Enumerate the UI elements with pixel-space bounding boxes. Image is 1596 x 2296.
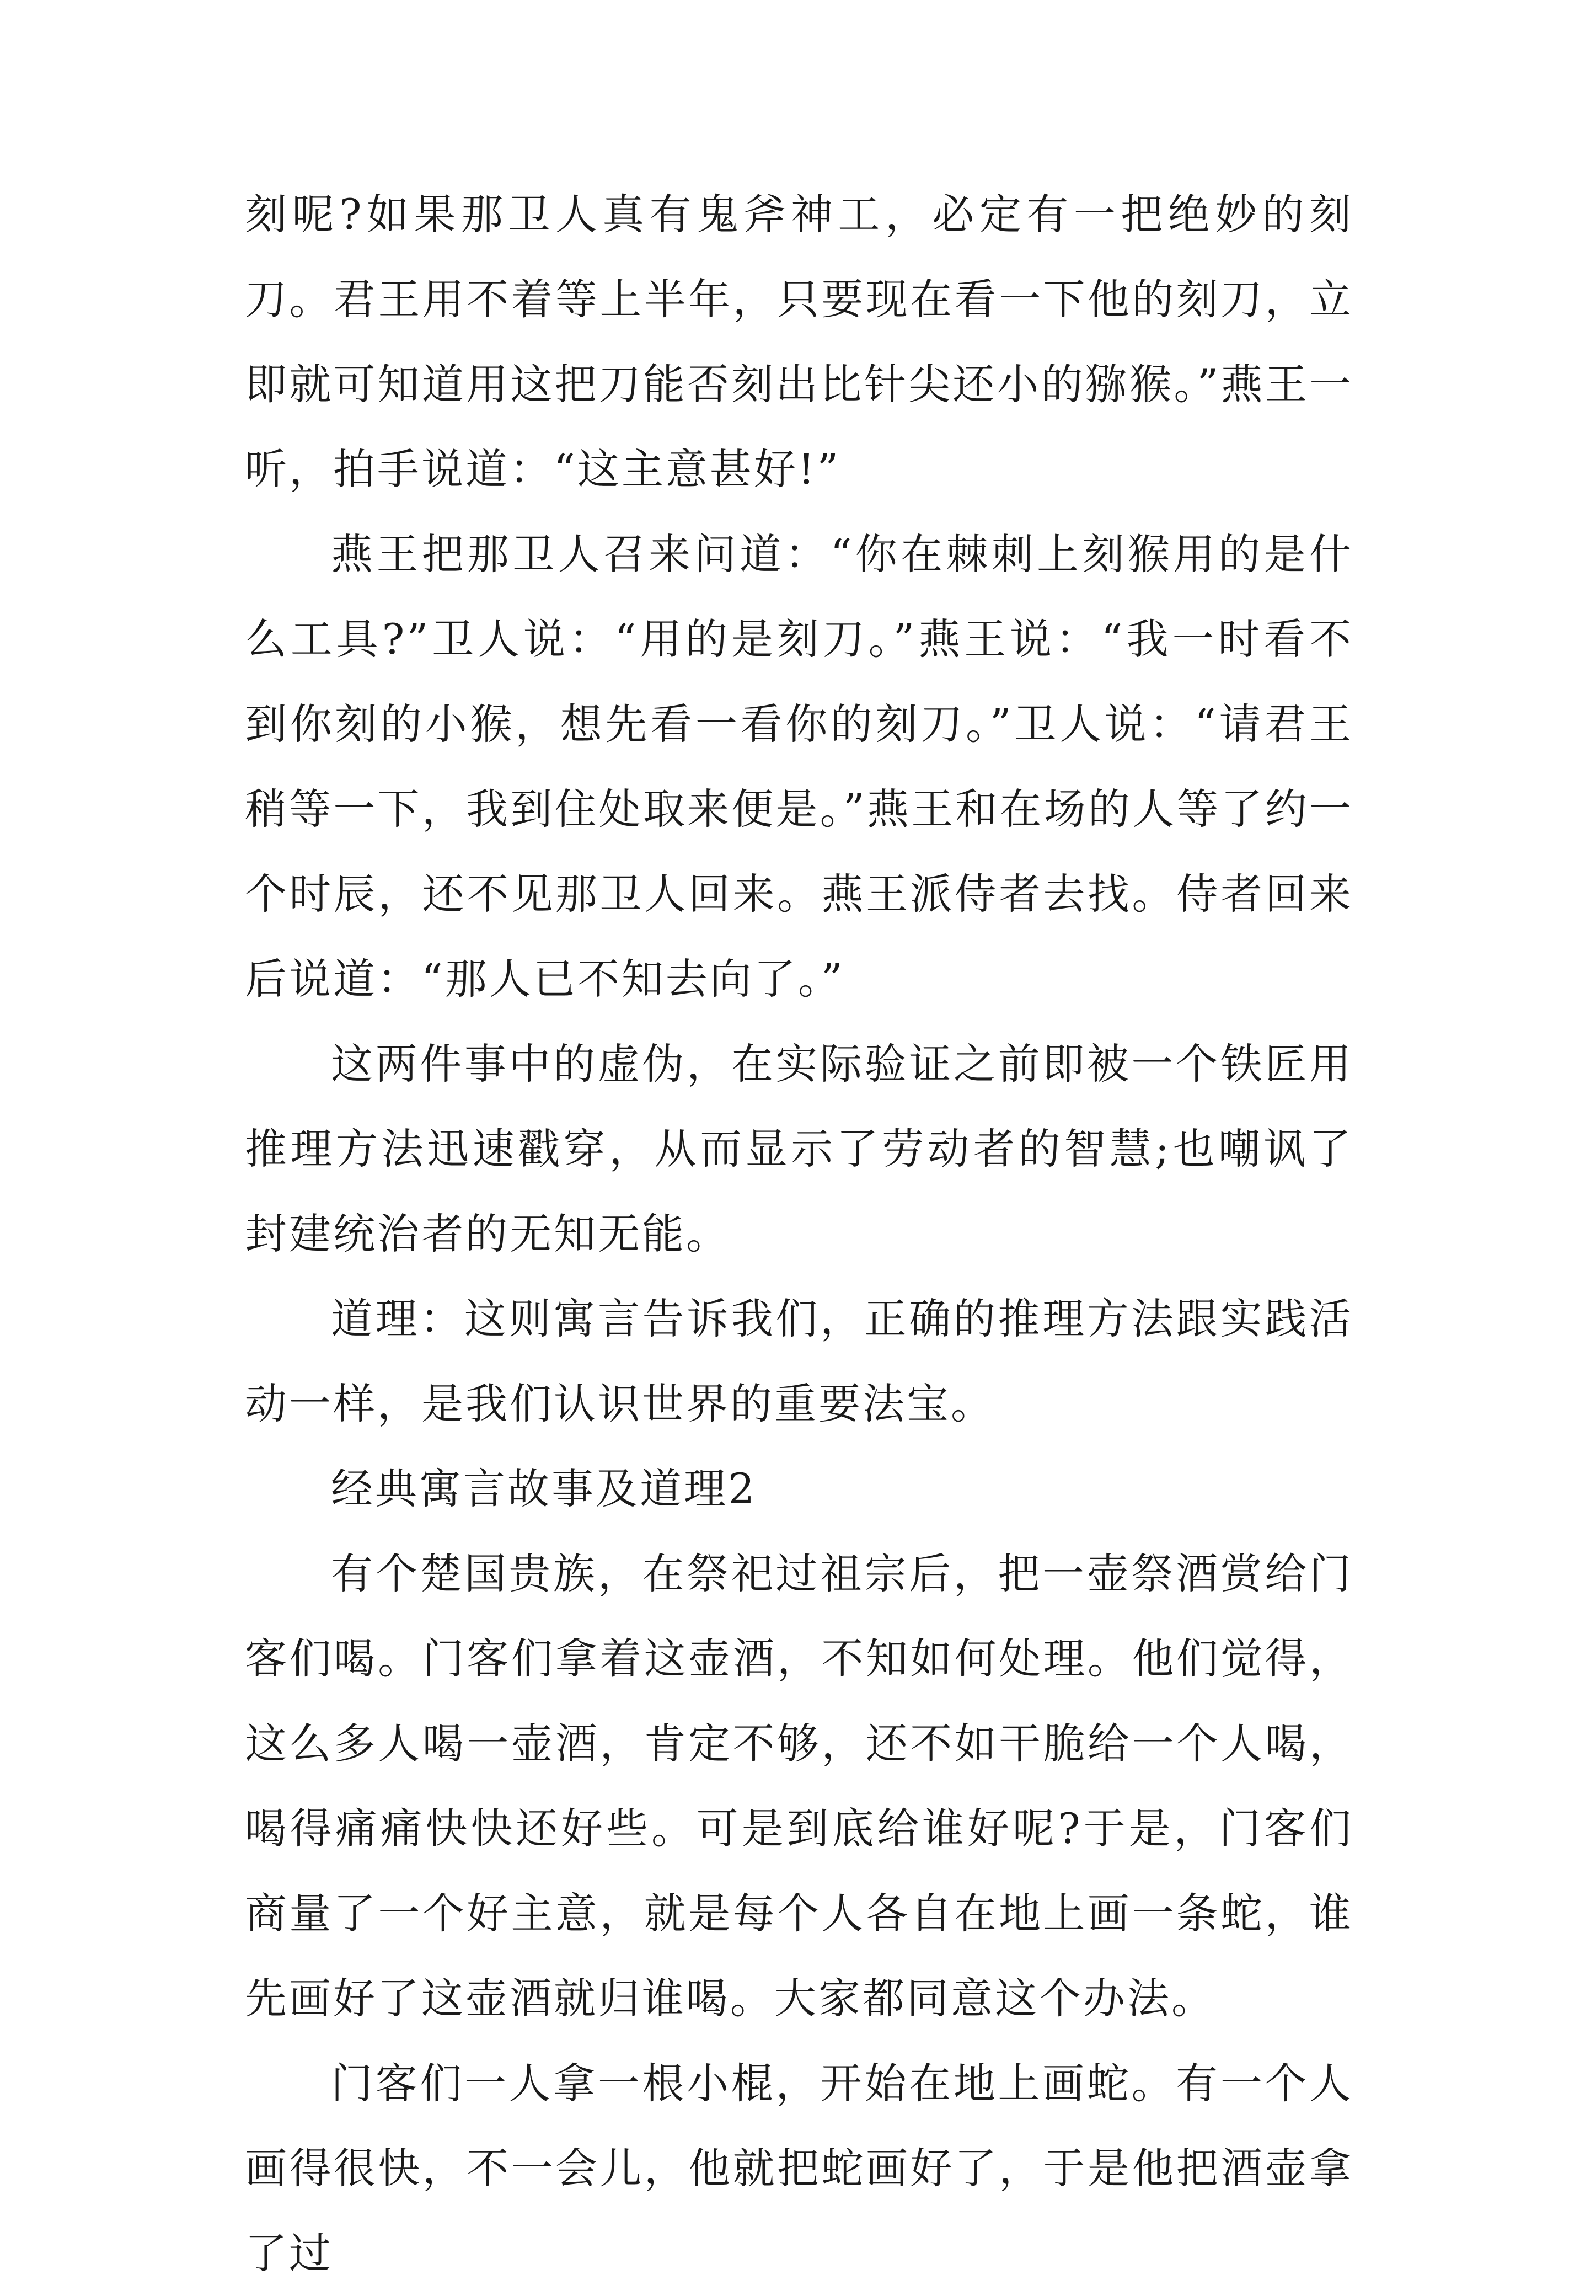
paragraph-drawing-snakes: 门客们一人拿一根小棍，开始在地上画蛇。有一个人画得很快，不一会儿，他就把蛇画好了，于是他把酒壶拿了过 (245, 2059, 1353, 2278)
paragraph-commentary: 这两件事中的虚伪，在实际验证之前即被一个铁匠用推理方法迅速戳穿，从而显示了劳动者的智慧;也嘲讽了封建统治者的无知无能。 (245, 1039, 1353, 1258)
paragraph-yan-king-summons: 燕王把那卫人召来问道：“你在棘刺上刻猴用的是什么工具?”卫人说：“用的是刻刀。”燕王说：“我一时看不到你刻的小猴，想先看一看你的刻刀。”卫人说：“请君王稍等一下，我到住处取来便是。”燕王和在场的人等了约一个时辰，还不见那卫人回来。燕王派侍者去找。侍者回来后说道：“那人已不知去向了。” (245, 530, 1353, 1003)
paragraph-chu-noble: 有个楚国贵族，在祭祀过祖宗后，把一壶祭酒赏给门客们喝。门客们拿着这壶酒，不知如何处理。他们觉得，这么多人喝一壶酒，肯定不够，还不如干脆给一个人喝，喝得痛痛快快还好些。可是到底给谁好呢?于是，门客们商量了一个好主意，就是每个人各自在地上画一条蛇，谁先画好了这壶酒就归谁喝。大家都同意这个办法。 (245, 1549, 1353, 2023)
paragraph-moral: 道理：这则寓言告诉我们，正确的推理方法跟实践活动一样，是我们认识世界的重要法宝。 (245, 1294, 1353, 1428)
section-heading: 经典寓言故事及道理2 (331, 1464, 757, 1513)
paragraph-continuation: 刻呢?如果那卫人真有鬼斧神工，必定有一把绝妙的刻刀。君王用不着等上半年，只要现在看一下他的刻刀，立即就可知道用这把刀能否刻出比针尖还小的猕猴。”燕王一听，拍手说道：“这主意甚好!” (245, 190, 1353, 494)
document-body (245, 172, 1353, 2296)
